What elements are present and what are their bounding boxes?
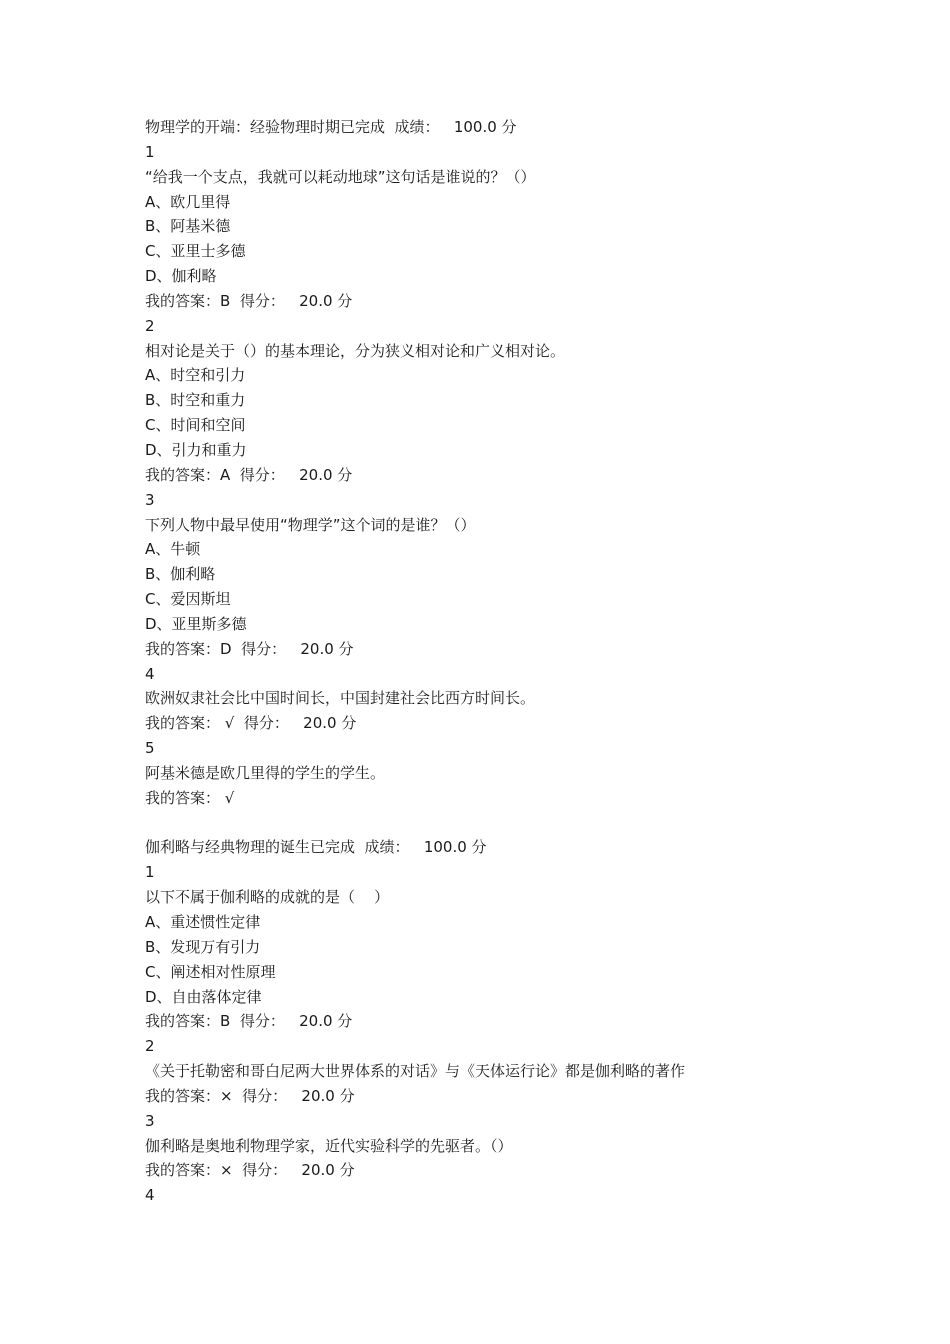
question-number: 3 <box>145 1111 155 1130</box>
question-number: 1 <box>145 863 155 882</box>
question-text: 欧洲奴隶社会比中国时间长，中国封建社会比西方时间长。 <box>145 689 536 708</box>
question-number: 3 <box>145 490 155 509</box>
question-text: 相对论是关于（）的基本理论，分为狭义相对论和广义相对论。 <box>145 341 566 360</box>
answer-option: D、自由落体定律 <box>145 987 262 1006</box>
answer-option: A、牛顿 <box>145 540 201 559</box>
answer-option: D、引力和重力 <box>145 440 247 459</box>
my-answer: 我的答案：× 得分： 20.0 分 <box>145 1161 355 1180</box>
question-text: “给我一个支点，我就可以耗动地球”这句话是谁说的？（） <box>145 167 536 186</box>
my-answer: 我的答案：A 得分： 20.0 分 <box>145 465 353 484</box>
question-text: 阿基米德是欧几里得的学生的学生。 <box>145 763 386 782</box>
answer-option: B、伽利略 <box>145 565 216 584</box>
my-answer: 我的答案：B 得分： 20.0 分 <box>145 291 353 310</box>
question-number: 5 <box>145 739 155 758</box>
my-answer: 我的答案： √ <box>145 788 235 807</box>
question-number: 2 <box>145 1037 155 1056</box>
answer-option: A、时空和引力 <box>145 366 246 385</box>
section-spacer <box>145 811 845 836</box>
answer-option: A、重述惯性定律 <box>145 913 261 931</box>
question-text: 下列人物中最早使用“物理学”这个词的是谁？（） <box>145 515 476 534</box>
question-number: 2 <box>145 316 155 335</box>
question-text: 《关于托勒密和哥白尼两大世界体系的对话》与《天体运行论》都是伽利略的著作 <box>145 1062 686 1081</box>
answer-option: C、时间和空间 <box>145 416 246 435</box>
my-answer: 我的答案：× 得分： 20.0 分 <box>145 1086 355 1105</box>
my-answer: 我的答案：B 得分： 20.0 分 <box>145 1012 353 1031</box>
quiz-content <box>145 115 845 1208</box>
section-heading: 伽利略与经典物理的诞生已完成 成绩： 100.0 分 <box>145 838 487 857</box>
question-text: 伽利略是奥地利物理学家，近代实验科学的先驱者。（） <box>145 1136 513 1155</box>
answer-option: C、阐述相对性原理 <box>145 962 276 981</box>
answer-option: B、时空和重力 <box>145 391 246 410</box>
answer-option: D、伽利略 <box>145 267 217 286</box>
answer-option: B、发现万有引力 <box>145 937 261 956</box>
question-number: 1 <box>145 142 155 161</box>
answer-option: D、亚里斯多德 <box>145 614 247 633</box>
answer-option: C、爱因斯坦 <box>145 590 231 609</box>
my-answer: 我的答案： √ 得分： 20.0 分 <box>145 714 357 733</box>
question-number: 4 <box>145 664 155 683</box>
section-heading: 物理学的开端：经验物理时期已完成 成绩： 100.0 分 <box>145 118 517 136</box>
answer-option: A、欧几里得 <box>145 192 231 211</box>
answer-option: B、阿基米德 <box>145 217 231 236</box>
answer-option: C、亚里士多德 <box>145 242 246 261</box>
question-text: 以下不属于伽利略的成就的是（ ） <box>145 888 390 907</box>
question-number: 4 <box>145 1186 155 1205</box>
my-answer: 我的答案：D 得分： 20.0 分 <box>145 639 354 658</box>
